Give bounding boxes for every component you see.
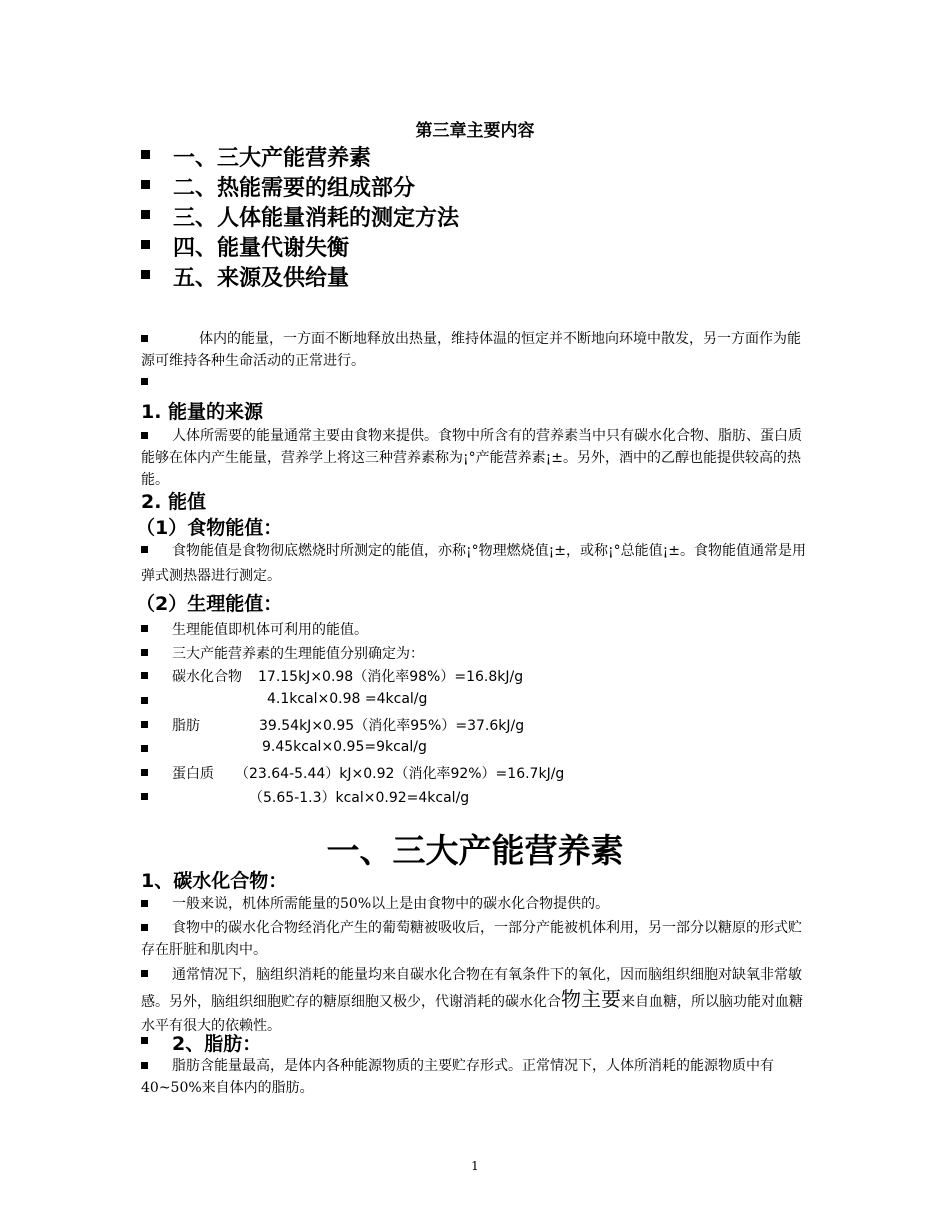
page-number: 1 xyxy=(471,1159,479,1173)
intro-paragraph: 体内的能量，一方面不断地释放出热量，维持体温的恒定并不断地向环境中散发，另一方面作为能源可维持各种生命活动的正常进行。 xyxy=(141,331,801,369)
square-bullet-icon xyxy=(141,721,148,728)
fat-paragraph: 脂肪含能量最高，是体内各种能源物质的主要贮存形式。正常情况下，人体所消耗的能源物质中有40~50%来自体内的脂肪。 xyxy=(141,1058,774,1096)
square-bullet-icon xyxy=(141,793,148,800)
square-bullet-icon xyxy=(141,625,148,632)
square-bullet-icon xyxy=(141,1037,148,1044)
food-energy-paragraph: 食物能值是食物彻底燃烧时所测定的能值，亦称¡°物理燃烧值¡±，或称¡°总能值¡±。食物能值通常是用弹式测热器进行测定。 xyxy=(141,543,806,584)
square-bullet-icon xyxy=(141,672,148,679)
subheading-physiological-energy: （2）生理能值： xyxy=(136,593,283,615)
page-title: 第三章主要内容 xyxy=(415,121,535,141)
square-bullet-icon xyxy=(141,745,148,752)
energy-source-paragraph: 人体所需要的能量通常主要由食物来提供。食物中所含有的营养素当中只有碳水化合物、脂肪、蛋白质能够在体内产生能量，营养学上将这三种营养素称为¡°产能营养素¡±。另外，酒中的乙醇也能提供较高的热能。 xyxy=(141,428,802,488)
subheading-carbohydrate: 1、碳水化合物： xyxy=(141,870,288,892)
square-bullet-icon xyxy=(141,210,150,219)
section-heading-energy-value: 2. 能值 xyxy=(141,491,207,513)
carbohydrate-paragraph-3: 通常情况下，脑组织消耗的能量均来自碳水化合物在有氧条件下的氧化，因而脑组织细胞对缺氧非常敏感。另外，脑组织细胞贮存的糖原细胞又极少，代谢消耗的碳水化合物主要来自血糖，所以脑功能对血糖水平有很大的依赖性。 xyxy=(141,967,803,1034)
square-bullet-icon xyxy=(141,769,148,776)
square-bullet-icon xyxy=(141,150,150,159)
square-bullet-icon xyxy=(141,378,148,385)
square-bullet-icon xyxy=(141,180,150,189)
subheading-fat: 2、脂肪： xyxy=(172,1033,262,1055)
section-heading-energy-source: 1. 能量的来源 xyxy=(141,401,264,423)
subheading-food-energy: （1）食物能值： xyxy=(136,517,283,539)
carbohydrate-paragraph-1: 一般来说，机体所需能量的50%以上是由食物中的碳水化合物提供的。 xyxy=(172,896,610,912)
carbohydrate-paragraph-2: 食物中的碳水化合物经消化产生的葡萄糖被吸收后，一部分产能被机体利用，另一部分以糖原的形式贮存在肝脏和肌肉中。 xyxy=(141,920,802,958)
square-bullet-icon xyxy=(141,697,148,704)
square-bullet-icon xyxy=(141,649,148,656)
square-bullet-icon xyxy=(141,240,150,249)
square-bullet-icon xyxy=(141,270,150,279)
chapter-section-heading: 一、三大产能营养素 xyxy=(326,831,624,870)
